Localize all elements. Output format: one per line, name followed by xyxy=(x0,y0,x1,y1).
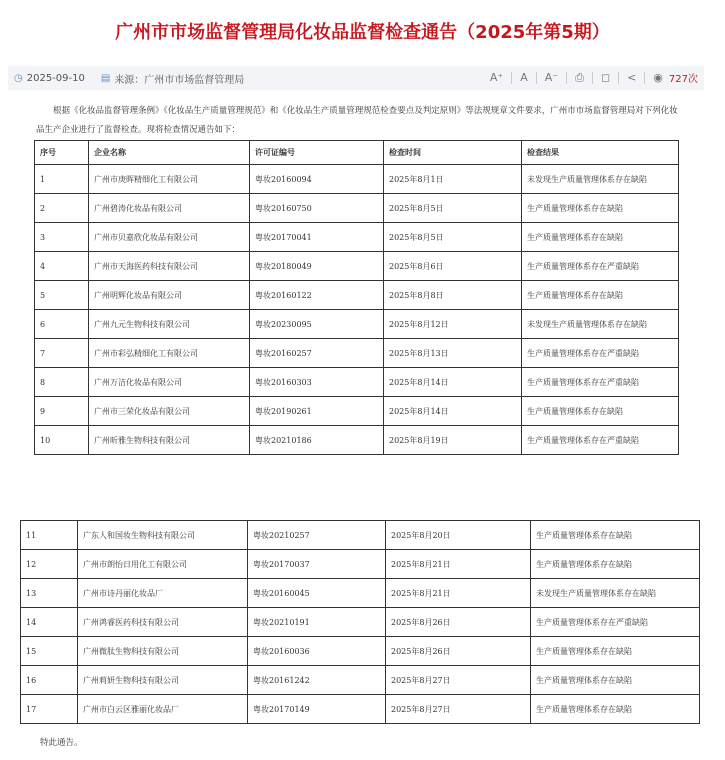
cell-license: 粤妆20161242 xyxy=(248,666,386,695)
cell-result: 未发现生产质量管理体系存在缺陷 xyxy=(522,310,679,339)
cell-company: 广州市朗怡日用化工有限公司 xyxy=(78,550,248,579)
cell-date: 2025年8月27日 xyxy=(386,695,531,724)
cell-license: 粤妆20160045 xyxy=(248,579,386,608)
divider xyxy=(566,72,567,84)
cell-date: 2025年8月8日 xyxy=(384,281,522,310)
cell-company: 广州莉妍生物科技有限公司 xyxy=(78,666,248,695)
table-row xyxy=(35,223,679,252)
cell-date: 2025年8月26日 xyxy=(386,637,531,666)
cell-license: 粤妆20160257 xyxy=(250,339,384,368)
cell-serial: 17 xyxy=(21,695,78,724)
header-company: 企业名称 xyxy=(89,141,250,165)
cell-date: 2025年8月14日 xyxy=(384,397,522,426)
cell-company: 广州市诗丹丽化妆品厂 xyxy=(78,579,248,608)
share-icon[interactable]: < xyxy=(627,71,637,84)
cell-result: 生产质量管理体系存在严重缺陷 xyxy=(531,608,700,637)
cell-result: 生产质量管理体系存在缺陷 xyxy=(522,281,679,310)
cell-date: 2025年8月26日 xyxy=(386,608,531,637)
font-increase-button[interactable]: A⁺ xyxy=(489,71,504,84)
table-header-row xyxy=(35,141,679,165)
divider xyxy=(618,72,619,84)
header-license: 许可证编号 xyxy=(250,141,384,165)
cell-company: 广州市庚晖精细化工有限公司 xyxy=(89,165,250,194)
cell-serial: 2 xyxy=(35,194,89,223)
divider xyxy=(644,72,645,84)
table-row xyxy=(35,368,679,397)
table-row xyxy=(35,194,679,223)
cell-serial: 11 xyxy=(21,521,78,550)
table-row xyxy=(35,310,679,339)
cell-result: 未发现生产质量管理体系存在缺陷 xyxy=(522,165,679,194)
cell-license: 粤妆20170149 xyxy=(248,695,386,724)
cell-result: 生产质量管理体系存在缺陷 xyxy=(531,666,700,695)
cell-license: 粤妆20210257 xyxy=(248,521,386,550)
cell-company: 广州碧涛化妆品有限公司 xyxy=(89,194,250,223)
cell-company: 广州昕雅生物科技有限公司 xyxy=(89,426,250,455)
cell-result: 生产质量管理体系存在缺陷 xyxy=(531,695,700,724)
cell-company: 广州市彩弘精细化工有限公司 xyxy=(89,339,250,368)
font-decrease-button[interactable]: A⁻ xyxy=(544,71,559,84)
cell-result: 未发现生产质量管理体系存在缺陷 xyxy=(531,579,700,608)
inspection-table-continued xyxy=(20,520,700,724)
cell-company: 广东人和国妆生物科技有限公司 xyxy=(78,521,248,550)
cell-date: 2025年8月5日 xyxy=(384,194,522,223)
page-title: 广州市市场监督管理局化妆品监督检查通告（2025年第5期） xyxy=(115,22,610,43)
cell-result: 生产质量管理体系存在缺陷 xyxy=(522,223,679,252)
table-row xyxy=(21,637,700,666)
cell-serial: 1 xyxy=(35,165,89,194)
cell-serial: 8 xyxy=(35,368,89,397)
cell-result: 生产质量管理体系存在缺陷 xyxy=(531,550,700,579)
cell-company: 广州明辉化妆品有限公司 xyxy=(89,281,250,310)
table-row xyxy=(35,426,679,455)
table-row xyxy=(21,550,700,579)
table-row xyxy=(35,252,679,281)
print-icon[interactable]: ⎙ xyxy=(575,70,584,84)
intro-paragraph: 根据《化妆品监督管理条例》《化妆品生产质量管理规范》和《化妆品生产质量管理规范检查要点及判定原则》等法规规章文件要求，广州市市场监督管理局对下列化妆品生产企业进行了监督检查。现将检查情况通告如下： xyxy=(36,106,678,135)
view-count: 727次 xyxy=(668,74,698,85)
cell-company: 广州市贝嘉欣化妆品有限公司 xyxy=(89,223,250,252)
cell-serial: 7 xyxy=(35,339,89,368)
source-label: 来源：广州市市场监督管理局 xyxy=(114,75,245,86)
cell-license: 粤妆20210186 xyxy=(250,426,384,455)
table-row xyxy=(35,397,679,426)
cell-date: 2025年8月12日 xyxy=(384,310,522,339)
cell-date: 2025年8月27日 xyxy=(386,666,531,695)
inspection-table xyxy=(34,140,679,455)
cell-date: 2025年8月14日 xyxy=(384,368,522,397)
table-row xyxy=(21,521,700,550)
cell-license: 粤妆20160036 xyxy=(248,637,386,666)
cell-serial: 10 xyxy=(35,426,89,455)
cell-serial: 16 xyxy=(21,666,78,695)
cell-date: 2025年8月6日 xyxy=(384,252,522,281)
cell-date: 2025年8月20日 xyxy=(386,521,531,550)
cell-company: 广州市白云区雅丽化妆品厂 xyxy=(78,695,248,724)
article-info-bar xyxy=(8,66,704,90)
eye-icon: ◉ xyxy=(653,71,663,84)
divider xyxy=(511,72,512,84)
cell-company: 广州鸿睿医药科技有限公司 xyxy=(78,608,248,637)
cell-result: 生产质量管理体系存在缺陷 xyxy=(522,397,679,426)
font-default-button[interactable]: A xyxy=(520,71,528,84)
cell-result: 生产质量管理体系存在缺陷 xyxy=(522,194,679,223)
cell-serial: 4 xyxy=(35,252,89,281)
table-row xyxy=(35,281,679,310)
cell-serial: 9 xyxy=(35,397,89,426)
cell-company: 广州九元生物科技有限公司 xyxy=(89,310,250,339)
cell-company: 广州万洁化妆品有限公司 xyxy=(89,368,250,397)
header-result: 检查结果 xyxy=(522,141,679,165)
cell-license: 粤妆20170037 xyxy=(248,550,386,579)
clock-icon: ◷ xyxy=(14,73,23,84)
table-row xyxy=(21,608,700,637)
cell-serial: 6 xyxy=(35,310,89,339)
cell-license: 粤妆20160750 xyxy=(250,194,384,223)
cell-date: 2025年8月5日 xyxy=(384,223,522,252)
cell-serial: 14 xyxy=(21,608,78,637)
cell-license: 粤妆20160122 xyxy=(250,281,384,310)
cell-date: 2025年8月21日 xyxy=(386,579,531,608)
header-date: 检查时间 xyxy=(384,141,522,165)
cell-company: 广州微肽生物科技有限公司 xyxy=(78,637,248,666)
bookmark-icon[interactable]: ◻ xyxy=(600,71,611,84)
divider xyxy=(592,72,593,84)
cell-date: 2025年8月19日 xyxy=(384,426,522,455)
cell-serial: 15 xyxy=(21,637,78,666)
document-icon: ▤ xyxy=(100,73,111,84)
cell-date: 2025年8月13日 xyxy=(384,339,522,368)
cell-result: 生产质量管理体系存在严重缺陷 xyxy=(522,368,679,397)
publish-date: 2025-09-10 xyxy=(26,73,85,84)
cell-company: 广州市三荣化妆品有限公司 xyxy=(89,397,250,426)
cell-serial: 12 xyxy=(21,550,78,579)
cell-serial: 3 xyxy=(35,223,89,252)
cell-result: 生产质量管理体系存在缺陷 xyxy=(531,637,700,666)
table-row xyxy=(35,339,679,368)
table-row xyxy=(21,579,700,608)
cell-result: 生产质量管理体系存在严重缺陷 xyxy=(522,252,679,281)
divider xyxy=(536,72,537,84)
table-row xyxy=(21,666,700,695)
closing-statement: 特此通告。 xyxy=(40,738,83,748)
table-row xyxy=(35,165,679,194)
cell-date: 2025年8月21日 xyxy=(386,550,531,579)
cell-license: 粤妆20160094 xyxy=(250,165,384,194)
table-row xyxy=(21,695,700,724)
header-serial: 序号 xyxy=(35,141,89,165)
cell-result: 生产质量管理体系存在缺陷 xyxy=(531,521,700,550)
cell-date: 2025年8月1日 xyxy=(384,165,522,194)
cell-serial: 13 xyxy=(21,579,78,608)
cell-result: 生产质量管理体系存在严重缺陷 xyxy=(522,339,679,368)
cell-license: 粤妆20230095 xyxy=(250,310,384,339)
cell-license: 粤妆20170041 xyxy=(250,223,384,252)
cell-license: 粤妆20180049 xyxy=(250,252,384,281)
cell-result: 生产质量管理体系存在严重缺陷 xyxy=(522,426,679,455)
cell-license: 粤妆20160303 xyxy=(250,368,384,397)
cell-company: 广州市天海医药科技有限公司 xyxy=(89,252,250,281)
cell-license: 粤妆20210191 xyxy=(248,608,386,637)
cell-license: 粤妆20190261 xyxy=(250,397,384,426)
cell-serial: 5 xyxy=(35,281,89,310)
